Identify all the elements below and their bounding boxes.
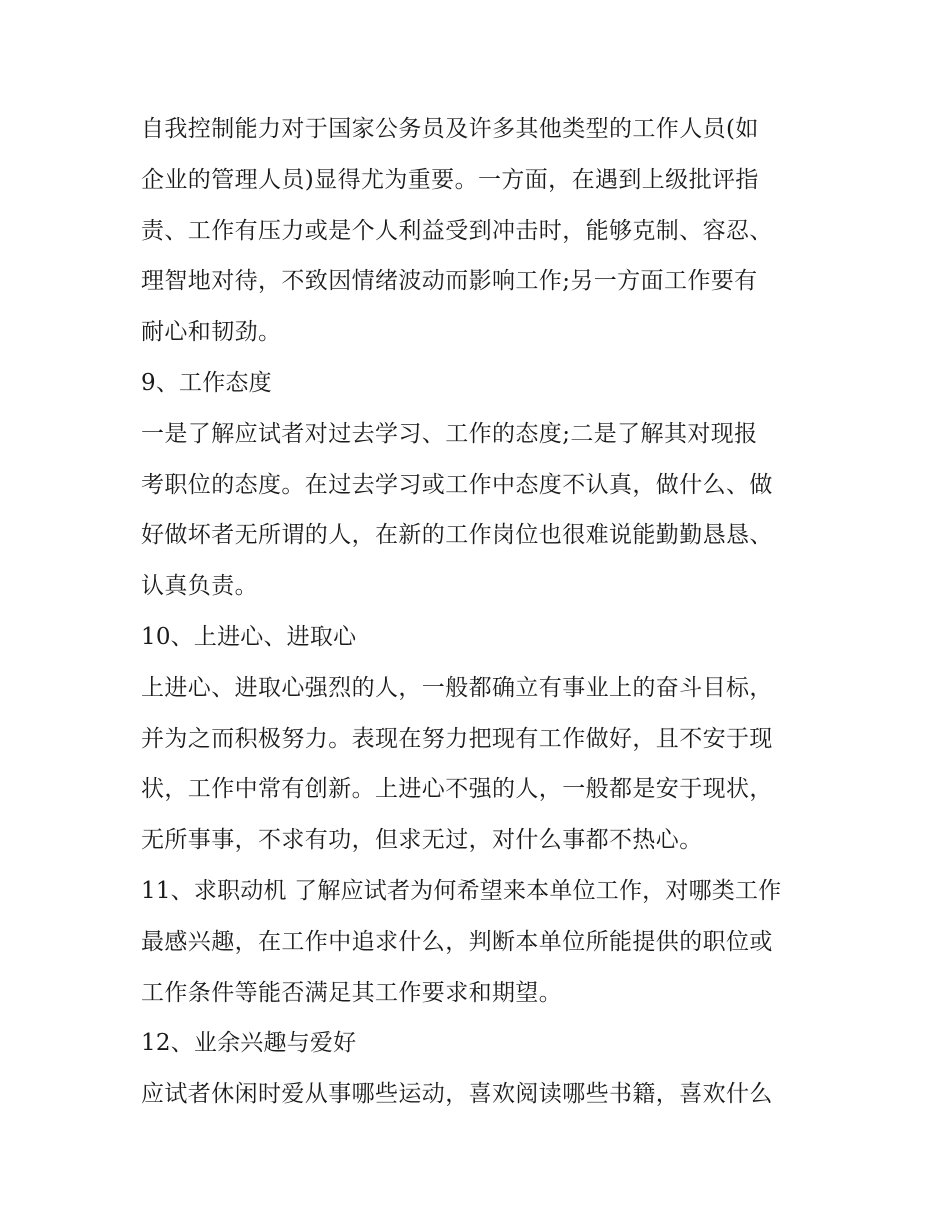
text-line: 无所事事，不求有功，但求无过，对什么事都不热心。 bbox=[141, 827, 703, 854]
text-line: 最感兴趣，在工作中追求什么，判断本单位所能提供的职位或 bbox=[141, 928, 773, 955]
text-line: 耐心和韧劲。 bbox=[141, 319, 282, 346]
text-line: 考职位的态度。在过去学习或工作中态度不认真，做什么、做 bbox=[141, 471, 773, 498]
text-line: 上进心、进取心强烈的人，一般都确立有事业上的奋斗目标， bbox=[141, 674, 773, 701]
section-heading-10: 10、上进心、进取心 bbox=[141, 623, 357, 650]
text-line: 好做坏者无所谓的人，在新的工作岗位也很难说能勤勤恳恳、 bbox=[141, 522, 773, 549]
section-heading-11: 11、求职动机 了解应试者为何希望来本单位工作，对哪类工作 bbox=[141, 877, 782, 904]
section-heading-12: 12、业余兴趣与爱好 bbox=[141, 1030, 357, 1057]
text-line: 并为之而积极努力。表现在努力把现有工作做好，且不安于现 bbox=[141, 725, 773, 752]
text-line: 一是了解应试者对过去学习、工作的态度;二是了解其对现报 bbox=[141, 420, 758, 447]
text-line: 理智地对待，不致因情绪波动而影响工作;另一方面工作要有 bbox=[141, 268, 758, 295]
text-line: 责、工作有压力或是个人利益受到冲击时，能够克制、容忍、 bbox=[141, 217, 773, 244]
text-line: 状，工作中常有创新。上进心不强的人，一般都是安于现状， bbox=[141, 776, 773, 803]
text-line: 自我控制能力对于国家公务员及许多其他类型的工作人员(如 bbox=[141, 116, 759, 142]
text-line: 认真负责。 bbox=[141, 573, 258, 600]
text-line: 企业的管理人员)显得尤为重要。一方面，在遇到上级批评指 bbox=[141, 166, 759, 193]
body-text bbox=[141, 104, 821, 1120]
text-line: 工作条件等能否满足其工作要求和期望。 bbox=[141, 979, 563, 1006]
section-heading-9: 9、工作态度 bbox=[141, 369, 272, 396]
text-line: 应试者休闲时爱从事哪些运动，喜欢阅读哪些书籍，喜欢什么 bbox=[141, 1081, 773, 1108]
